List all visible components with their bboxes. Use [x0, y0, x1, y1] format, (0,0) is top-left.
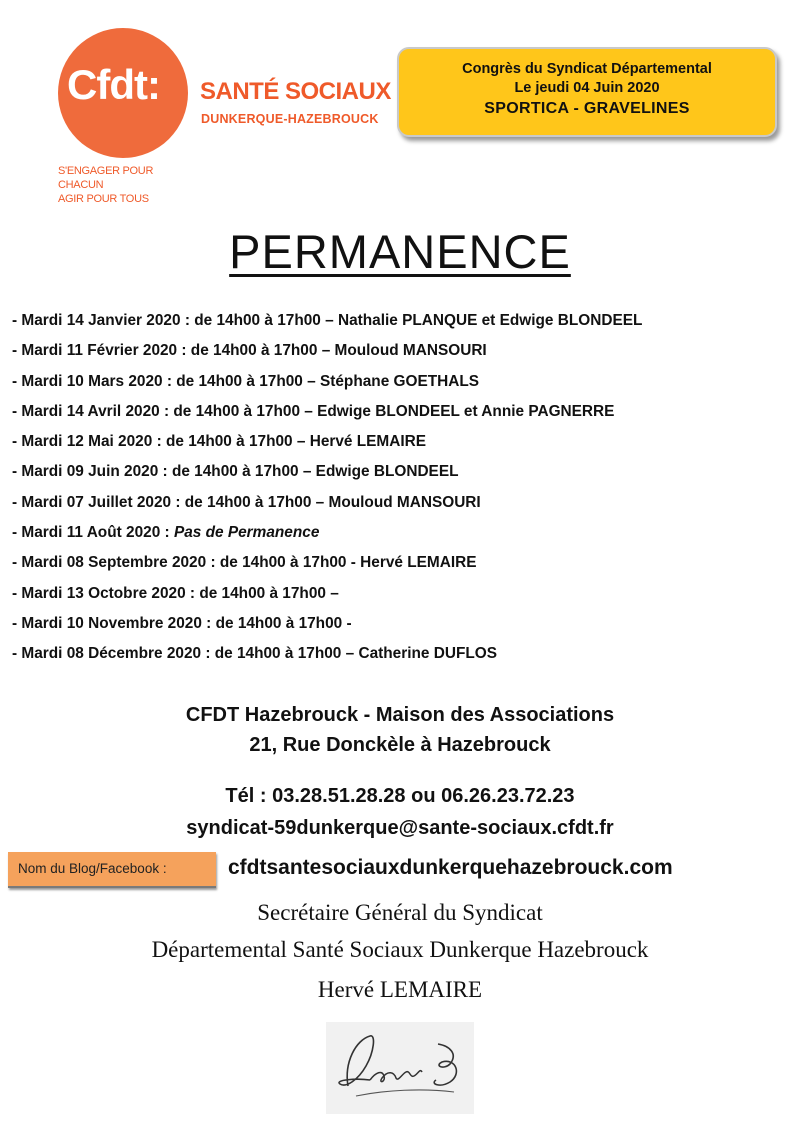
logo-word: Cfdt:: [67, 61, 160, 108]
schedule-item-june: - Mardi 09 Juin 2020 : de 14h00 à 17h00 – Edwige BLONDEEL: [12, 463, 459, 481]
page-title: PERMANENCE: [229, 225, 571, 278]
schedule-item-february: - Mardi 11 Février 2020 : de 14h00 à 17h00 – Mouloud MANSOURI: [12, 342, 487, 360]
schedule-item-november: - Mardi 10 Novembre 2020 : de 14h00 à 17h00 -: [12, 614, 352, 632]
address-line-1: CFDT Hazebrouck - Maison des Associations: [185, 704, 615, 726]
schedule-item-september: - Mardi 08 Septembre 2020 : de 14h00 à 17h00 - Hervé LEMAIRE: [12, 554, 477, 572]
congress-line-3: SPORTICA - GRAVELINES: [484, 100, 690, 117]
schedule-item-march: - Mardi 10 Mars 2020 : de 14h00 à 17h00 – Stéphane GOETHALS: [12, 372, 480, 390]
logo-tagline-1: S'ENGAGER POUR CHACUN: [58, 165, 154, 191]
congress-line-2: Le jeudi 04 Juin 2020: [514, 80, 660, 96]
address-line-2: 21, Rue Donckèle à Hazebrouck: [249, 734, 551, 756]
signatory-title-1: Secrétaire Général du Syndicat: [257, 900, 543, 925]
logo-tagline-2: AGIR POUR TOUS: [58, 193, 149, 205]
signatory-title-2: Départemental Santé Sociaux Dunkerque Hazebrouck: [151, 937, 649, 962]
schedule-item-august-note: Pas de Permanence: [173, 524, 320, 542]
schedule-item-december: - Mardi 08 Décembre 2020 : de 14h00 à 17h00 – Catherine DUFLOS: [12, 645, 498, 663]
handwritten-signature: [326, 1022, 474, 1114]
schedule-item-may: - Mardi 12 Mai 2020 : de 14h00 à 17h00 – Hervé LEMAIRE: [12, 433, 427, 451]
schedule-item-august: [12, 518, 792, 548]
schedule-item-july: - Mardi 07 Juillet 2020 : de 14h00 à 17h00 – Mouloud MANSOURI: [12, 493, 481, 511]
signature-drawing: [326, 1022, 474, 1114]
blog-label: Nom du Blog/Facebook :: [8, 852, 216, 888]
logo-tagline: [58, 164, 198, 206]
schedule-item-january: - Mardi 14 Janvier 2020 : de 14h00 à 17h00 – Nathalie PLANQUE et Edwige BLONDEEL: [12, 312, 643, 329]
schedule-list: [12, 306, 792, 670]
schedule-item-april: - Mardi 14 Avril 2020 : de 14h00 à 17h00 – Edwige BLONDEEL et Annie PAGNERRE: [12, 402, 615, 420]
logo-subtitle: DUNKERQUE-HAZEBROUCK: [201, 112, 379, 126]
cfdt-logo: [58, 28, 391, 205]
signatory-name: Hervé LEMAIRE: [317, 977, 483, 1002]
congress-line-1: Congrès du Syndicat Départemental: [462, 61, 712, 77]
schedule-item-august-date: - Mardi 11 Août 2020 :: [12, 524, 170, 542]
phone-line: Tél : 03.28.51.28.28 ou 06.26.23.72.23: [225, 785, 575, 807]
schedule-item-october: - Mardi 13 Octobre 2020 : de 14h00 à 17h00 –: [12, 584, 339, 602]
logo-circle: [58, 28, 188, 158]
congress-banner: [397, 47, 777, 137]
email-line: syndicat-59dunkerque@sante-sociaux.cfdt.fr: [186, 817, 614, 839]
logo-brand: SANTÉ SOCIAUX: [200, 78, 391, 105]
blog-url[interactable]: cfdtsantesociauxdunkerquehazebrouck.com: [228, 856, 673, 879]
